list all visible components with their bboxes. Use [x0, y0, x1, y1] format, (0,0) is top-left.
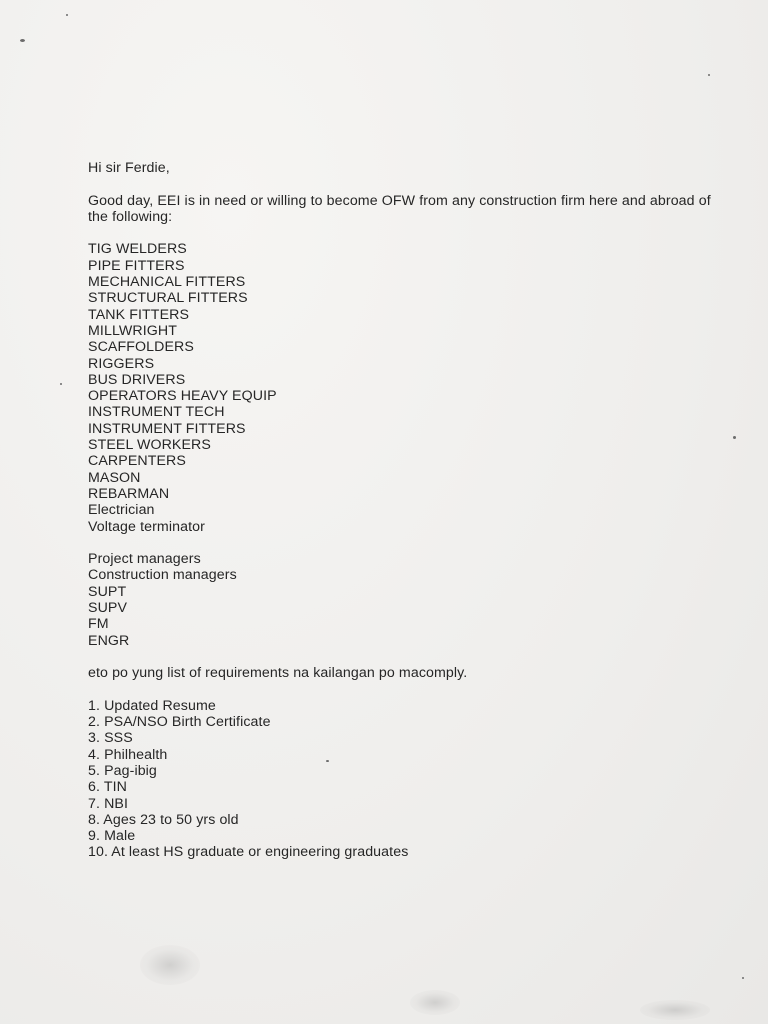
position-item: RIGGERS: [88, 355, 155, 372]
management-item: SUPV: [88, 600, 128, 617]
requirement-item: 7. NBI: [88, 795, 129, 812]
position-item: CARPENTERS: [88, 453, 186, 470]
scan-speck: [742, 977, 744, 979]
requirement-item: 5. Pag-ibig: [88, 762, 157, 779]
position-item: REBARMAN: [88, 485, 170, 502]
requirement-item: 8. Ages 23 to 50 yrs old: [88, 811, 239, 828]
requirement-item: 6. TIN: [88, 779, 127, 796]
requirement-item: 2. PSA/NSO Birth Certificate: [88, 714, 271, 731]
spacer: [88, 535, 728, 551]
position-item: TIG WELDERS: [88, 241, 187, 258]
spacer: [88, 225, 728, 241]
scan-speck: [66, 14, 68, 16]
management-item: ENGR: [88, 632, 130, 649]
spacer: [88, 649, 728, 665]
position-item: PIPE FITTERS: [88, 257, 185, 274]
position-item: STRUCTURAL FITTERS: [88, 290, 248, 307]
position-item: MECHANICAL FITTERS: [88, 274, 246, 291]
scan-smudge: [410, 990, 460, 1015]
requirements-intro: eto po yung list of requirements na kailangan po macomply.: [88, 665, 468, 682]
scan-smudge: [140, 945, 200, 985]
position-item: BUS DRIVERS: [88, 371, 186, 388]
position-item: TANK FITTERS: [88, 306, 190, 323]
scan-speck: [733, 436, 736, 439]
requirement-item: 3. SSS: [88, 730, 133, 747]
management-item: FM: [88, 616, 109, 633]
management-item: SUPT: [88, 583, 127, 600]
requirements-list: [88, 698, 728, 861]
position-item: Electrician: [88, 502, 155, 519]
requirement-item: 9. Male: [88, 828, 136, 845]
position-item: Voltage terminator: [88, 518, 205, 535]
letter-body: [88, 160, 728, 861]
intro-paragraph: Good day, EEI is in need or willing to become OFW from any construction firm here and abroad of the following:: [88, 192, 711, 225]
greeting: Hi sir Ferdie,: [88, 160, 170, 176]
scan-speck: [20, 39, 25, 42]
position-item: STEEL WORKERS: [88, 437, 211, 454]
scan-speck: [708, 74, 710, 76]
spacer: [88, 682, 728, 698]
requirement-item: 1. Updated Resume: [88, 697, 216, 714]
position-item: MILLWRIGHT: [88, 322, 178, 339]
positions-list: [88, 241, 728, 534]
management-item: Construction managers: [88, 567, 237, 584]
scan-speck: [60, 383, 62, 385]
requirement-item: 10. At least HS graduate or engineering graduates: [88, 844, 409, 861]
position-item: OPERATORS HEAVY EQUIP: [88, 388, 277, 405]
position-item: INSTRUMENT TECH: [88, 404, 225, 421]
requirement-item: 4. Philhealth: [88, 746, 168, 763]
management-list: [88, 551, 728, 649]
scan-smudge: [640, 1000, 710, 1020]
position-item: SCAFFOLDERS: [88, 339, 194, 356]
management-item: Project managers: [88, 551, 201, 568]
position-item: MASON: [88, 469, 141, 486]
position-item: INSTRUMENT FITTERS: [88, 420, 246, 437]
